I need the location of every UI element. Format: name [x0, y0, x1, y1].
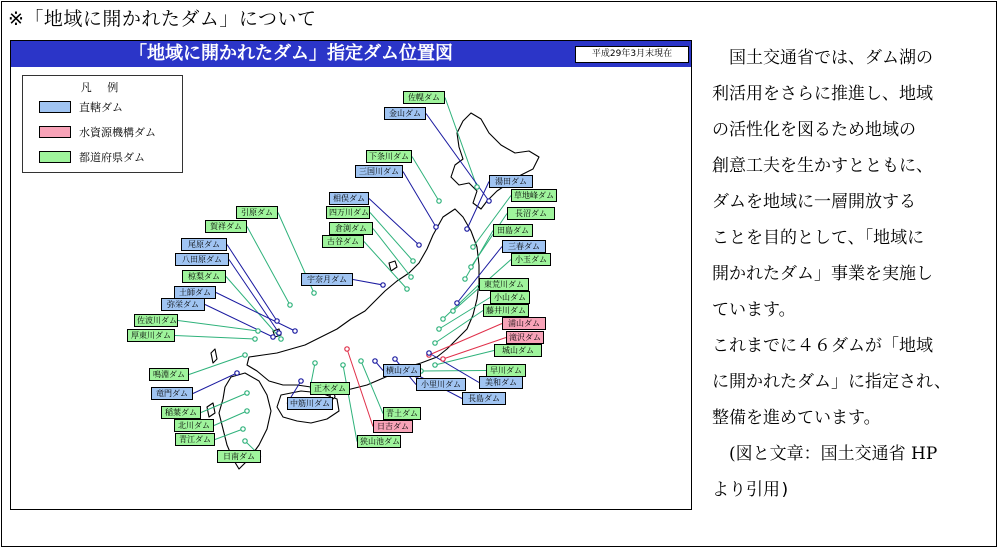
dam-point — [299, 379, 303, 383]
dam-point — [433, 363, 437, 367]
leader-line — [421, 371, 486, 372]
dam-point — [243, 439, 247, 443]
dam-label: 横山ダム — [383, 364, 421, 377]
leader-line — [353, 280, 383, 286]
dam-label: 滝沢ダム — [506, 331, 544, 344]
dam-point — [471, 245, 475, 249]
dam-label: 宇奈月ダム — [301, 273, 353, 286]
dam-label: 東荒川ダム — [479, 278, 529, 291]
description-line: 創意工夫を生かすとともに、 — [712, 156, 933, 176]
description-line: これまでに４６ダムが「地域 — [712, 336, 933, 356]
goto-island — [207, 403, 215, 417]
dam-label: 賀祥ダム — [205, 220, 247, 233]
dam-label: 長島ダム — [462, 392, 506, 405]
dam-point — [465, 227, 469, 231]
dam-point — [409, 275, 413, 279]
dam-label: 美和ダム — [479, 376, 523, 389]
dam-point — [427, 351, 431, 355]
dam-point — [437, 327, 441, 331]
map-date-note: 平成29年3月末現在 — [575, 46, 689, 63]
dam-label: 三国川ダム — [355, 165, 403, 178]
dam-point — [288, 303, 292, 307]
dam-label: 小山ダム — [490, 291, 530, 304]
description-line: に開かれたダム」に指定され、 — [712, 372, 952, 392]
dam-label: 椋梨ダム — [182, 270, 226, 283]
dam-label: 佐波川ダム — [134, 314, 178, 327]
dam-label: 長沼ダム — [507, 207, 555, 220]
dam-label: 日南ダム — [217, 450, 261, 463]
source-citation: より引用) — [712, 480, 791, 500]
leader-line — [178, 321, 258, 332]
legend-swatch-direct — [39, 101, 71, 113]
dam-point — [451, 309, 455, 313]
legend-label-direct: 直轄ダム — [79, 101, 123, 114]
dam-point — [275, 319, 279, 323]
dam-label: 竜門ダム — [151, 387, 193, 400]
dam-label: 早川ダム — [486, 364, 526, 377]
map-legend — [22, 75, 183, 173]
map-header-bar — [11, 41, 691, 67]
dam-point — [313, 361, 317, 365]
dam-point — [433, 341, 437, 345]
description-line: ダムを地域に一層開放する — [712, 192, 916, 212]
tsushima-island — [211, 349, 217, 363]
dam-label: 浦山ダム — [502, 317, 546, 330]
dam-label: 金山ダム — [384, 107, 426, 120]
dam-label: 尾原ダム — [181, 238, 227, 251]
leader-line — [403, 172, 436, 228]
dam-label: 佐幌ダム — [403, 91, 445, 104]
dam-label: 鳴淵ダム — [149, 368, 189, 381]
description-line: 開かれたダム」事業を実施し — [712, 264, 933, 284]
dam-label: 藤井川ダム — [483, 304, 529, 317]
description-line: 国土交通省では、ダム湖の — [712, 48, 933, 68]
dam-label: 下条川ダム — [366, 150, 412, 163]
dam-label: 草地峰ダム — [511, 189, 557, 202]
dam-point — [245, 391, 249, 395]
dam-location-map — [10, 40, 692, 510]
legend-label-pref: 都道府県ダム — [79, 151, 145, 164]
leader-line — [364, 242, 407, 290]
dam-label: 倉渕ダム — [329, 222, 373, 235]
dam-label: 正木ダム — [310, 382, 350, 395]
description-line: の活性化を図るため地域の — [712, 120, 916, 140]
dam-point — [279, 337, 283, 341]
legend-swatch-water — [39, 126, 71, 138]
leader-line — [175, 336, 255, 340]
dam-point — [455, 301, 459, 305]
dam-point — [256, 329, 260, 333]
legend-swatch-pref — [39, 151, 71, 163]
dam-point — [345, 347, 349, 351]
dam-point — [253, 337, 257, 341]
dam-label: 日吉ダム — [373, 420, 413, 433]
dam-label: 城山ダム — [494, 344, 542, 357]
dam-point — [277, 331, 281, 335]
dam-label: 狭山池ダム — [357, 435, 401, 448]
dam-point — [437, 199, 441, 203]
description-line: ことを目的として、「地域に — [712, 228, 925, 248]
dam-point — [381, 283, 385, 287]
dam-point — [359, 359, 363, 363]
dam-label: 北川ダム — [174, 419, 214, 432]
dam-point — [441, 357, 445, 361]
dam-label: 中筋川ダム — [287, 397, 333, 410]
dam-label: 小玉ダム — [511, 253, 551, 266]
dam-label: 引原ダム — [236, 206, 278, 219]
dam-label: 湯田ダム — [489, 175, 533, 188]
dam-point — [417, 243, 421, 247]
dam-point — [243, 353, 247, 357]
dam-point — [245, 409, 249, 413]
dam-point — [341, 363, 345, 367]
dam-label: 弥栄ダム — [161, 298, 205, 311]
legend-label-water: 水資源機構ダム — [79, 126, 156, 139]
dam-point — [475, 185, 479, 189]
dam-label: 四万川ダム — [326, 206, 370, 219]
dam-point — [405, 287, 409, 291]
sado-island — [389, 261, 397, 271]
dam-label: 田島ダム — [493, 224, 533, 237]
dam-point — [469, 265, 473, 269]
dam-label: 厚東川ダム — [127, 329, 175, 342]
dam-label: 土師ダム — [174, 286, 216, 299]
source-citation: (図と文章：国土交通省 HP — [712, 444, 938, 464]
dam-point — [293, 329, 297, 333]
dam-point — [434, 225, 438, 229]
dam-label: 三春ダム — [502, 240, 546, 253]
dam-point — [487, 199, 491, 203]
legend-title: 凡 例 — [80, 81, 125, 94]
leader-line — [369, 199, 419, 246]
dam-point — [241, 427, 245, 431]
dam-point — [373, 359, 377, 363]
page-heading: ※「地域に開かれたダム」について — [8, 8, 317, 30]
dam-label: 小里川ダム — [416, 378, 466, 391]
dam-point — [312, 291, 316, 295]
dam-label: 相俣ダム — [329, 192, 369, 205]
map-title: 「地域に開かれたダム」指定ダム位置図 — [129, 43, 453, 64]
dam-point — [441, 317, 445, 321]
dam-point — [463, 277, 467, 281]
description-line: 利活用をさらに推進し、地域 — [712, 84, 933, 104]
description-line: 整備を進めています。 — [712, 408, 881, 428]
leader-line — [247, 227, 290, 306]
dam-point — [393, 357, 397, 361]
dam-label: 青江ダム — [175, 433, 215, 446]
dam-label: 青土ダム — [383, 407, 421, 420]
dam-point — [271, 335, 275, 339]
dam-point — [235, 371, 239, 375]
dam-label: 稲葉ダム — [161, 406, 201, 419]
dam-point — [411, 259, 415, 263]
description-line: ています。 — [712, 300, 796, 320]
dam-label: 古谷ダム — [322, 235, 364, 248]
dam-label: 八田原ダム — [175, 253, 229, 266]
